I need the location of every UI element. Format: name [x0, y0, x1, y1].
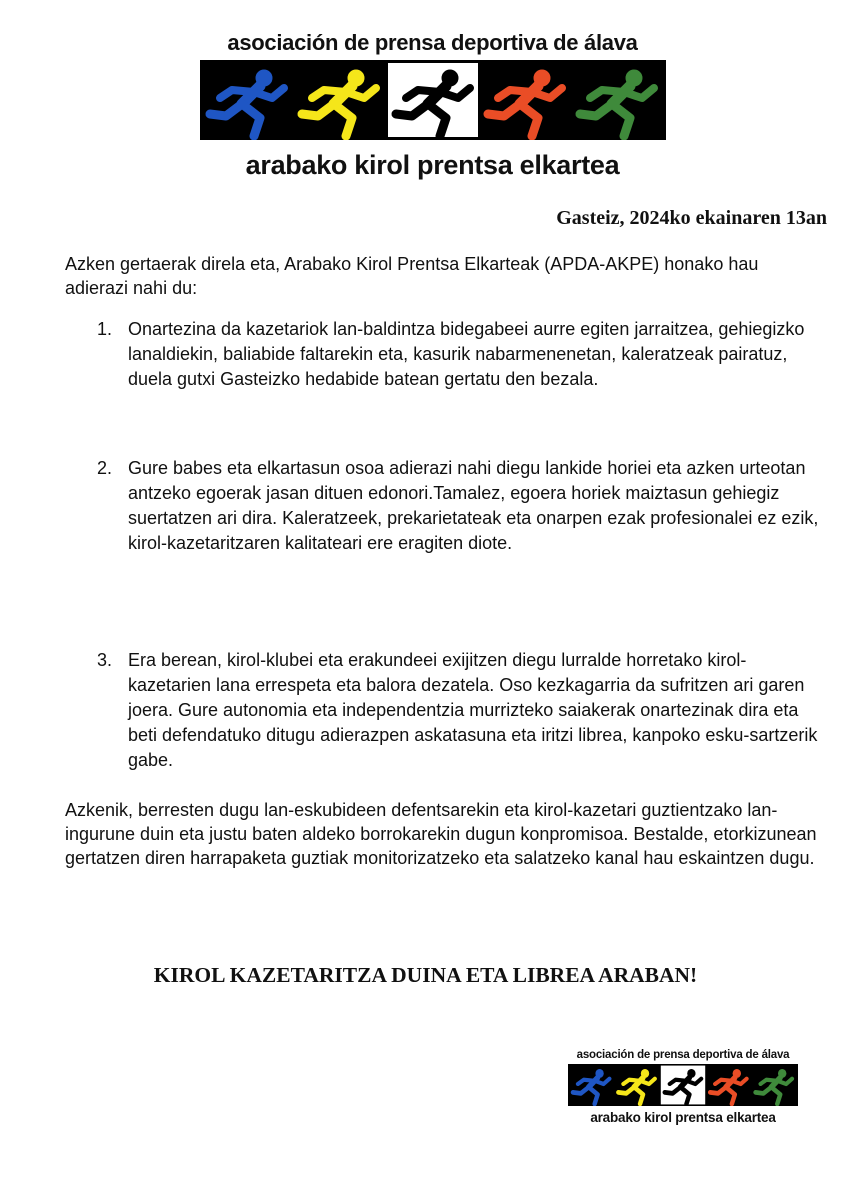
list-item-number: 1.: [97, 319, 113, 339]
intro-paragraph: Azken gertaerak direla eta, Arabako Kirol Prentsa Elkarteak (APDA-AKPE) honako hau adierazi nahi du:: [65, 254, 759, 298]
list-item-number: 3.: [97, 650, 113, 670]
list-item-text: Era berean, kirol-klubei eta erakundeei exijitzen diegu lurralde horretako kirol-kazetarien lana errespeta eta balora dezatela. Oso kezkagarria da sufritzen ari garen joera. Gure autonomia eta independentzia murrizteko saiakerak onartezinak dira eta beti defendatuko ditugu adierazpen askatasuna eta iritzi librea, kanpoko esku-sartzerik gabe.: [128, 650, 818, 770]
logo-top-text: asociación de prensa deportiva de álava: [227, 30, 638, 55]
list-item-text: Onartezina da kazetariok lan-baldintza bidegabeei aurre egiten jarraitzea, gehiegizko lanaldiekin, baliabide faltarekin eta, kasurik nabarmenenetan, kaleratzeak pairatuz, duela gutxi Gasteizko hedabide batean gertatu den bezala.: [128, 319, 805, 389]
small-logo-bottom-text: arabako kirol prentsa elkartea: [590, 1110, 776, 1125]
slogan-heading: KIROL KAZETARITZA DUINA ETA LIBREA ARABAN!: [153, 963, 698, 987]
list-item-text: Gure babes eta elkartasun osoa adierazi nahi diegu lankide horiei eta azken urteotan antzeko egoerak jasan dituen edonori.Tamalez, egoera horiek maiztasun gehiegiz suertatzen ari dira. Kaleratzeek, prekarietateak eta onarpen ezak profesionalei ez ezik, kirol-kazetaritzaren kalitateari ere eragiten diote.: [128, 458, 819, 553]
logo-bottom-text: arabako kirol prentsa elkartea: [245, 150, 620, 180]
list-item-number: 2.: [97, 458, 113, 478]
small-logo-top-text: asociación de prensa deportiva de álava: [576, 1049, 790, 1061]
logo-banner: [200, 60, 666, 140]
closing-paragraph: Azkenik, berresten dugu lan-eskubideen defentsarekin eta kirol-kazetari guztientzako lan-ingurune duin eta justu baten aldeko borrokarekin dugun konpromisoa. Bestalde, etorkizunean gertatzen diren harrapaketa guztiak monitorizatzeko eta salatzeko kanal hau eskaintzen dugu.: [65, 800, 817, 868]
document-date: Gasteiz, 2024ko ekainaren 13an: [556, 207, 827, 229]
small-logo-banner: [568, 1064, 798, 1106]
